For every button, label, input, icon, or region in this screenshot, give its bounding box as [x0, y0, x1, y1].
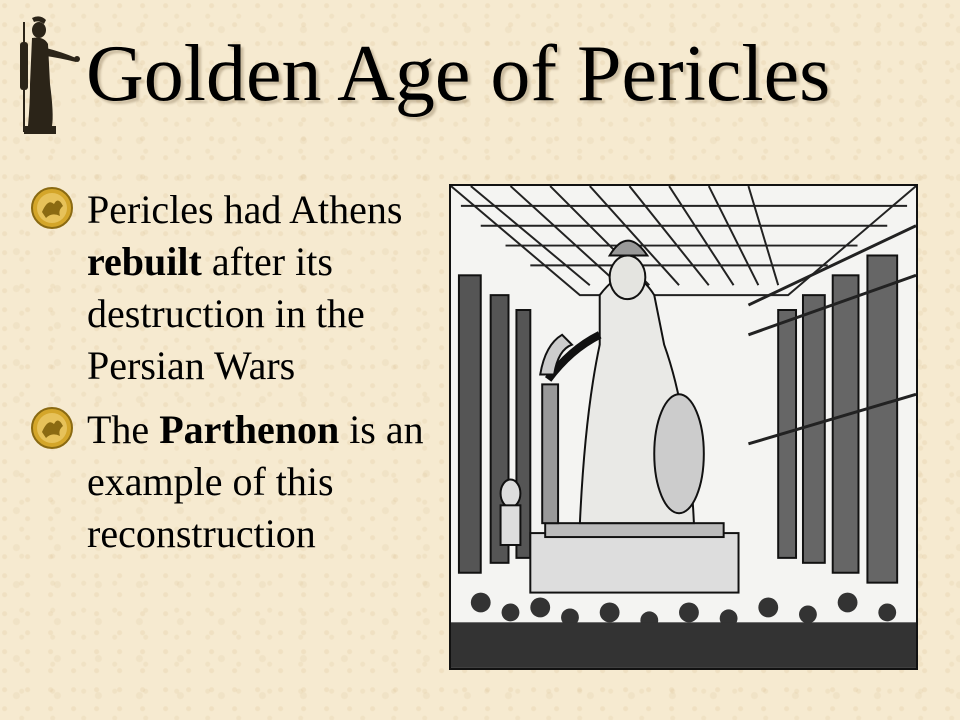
bullet-text-bold: rebuilt	[87, 239, 202, 284]
parthenon-interior-drawing	[451, 186, 916, 668]
bullet-item-rebuilt	[30, 184, 430, 392]
bullet-text-part: Pericles had Athens	[87, 187, 403, 232]
bullet-item-parthenon	[30, 404, 430, 560]
bullet-list	[30, 184, 430, 572]
gold-coin-icon	[30, 406, 74, 450]
bullet-text	[87, 404, 430, 560]
bullet-text-part: The	[87, 407, 160, 452]
athena-statue-icon	[10, 14, 82, 136]
bullet-text	[87, 184, 430, 392]
parthenon-interior-illustration	[449, 184, 918, 670]
bullet-text-part: after its destruction in the Persian Wars	[87, 239, 365, 388]
bullet-text-part: is an example of this reconstruction	[87, 407, 424, 556]
slide-title: Golden Age of Pericles	[86, 30, 831, 118]
bullet-text-bold: Parthenon	[159, 407, 340, 452]
gold-coin-icon	[30, 186, 74, 230]
